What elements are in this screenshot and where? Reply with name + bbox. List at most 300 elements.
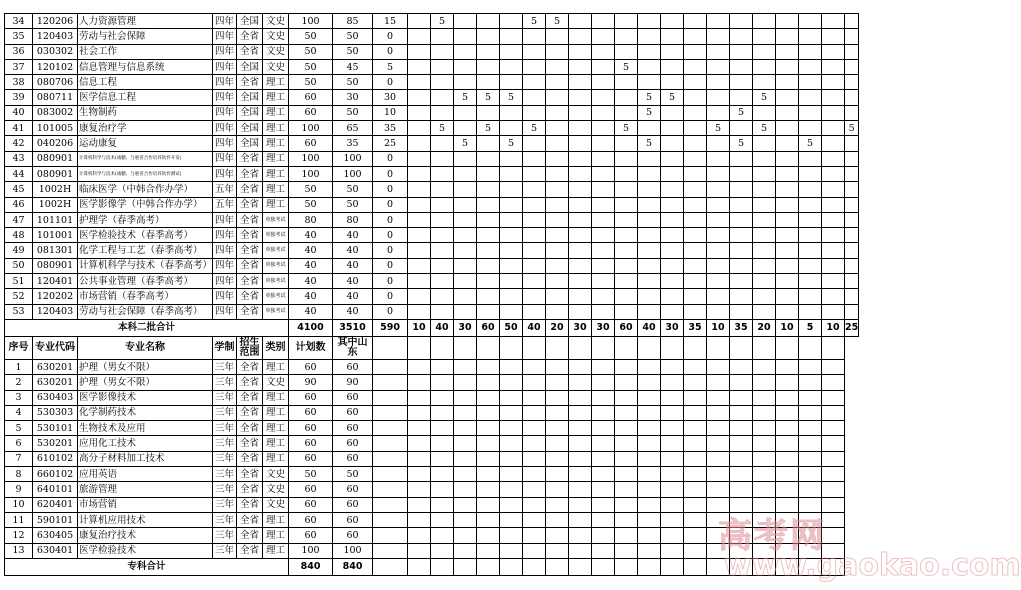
province-count-cell	[500, 14, 523, 29]
province-count-cell	[546, 258, 569, 273]
seq-cell: 34	[5, 14, 33, 29]
major-code-cell: 101001	[33, 228, 78, 243]
province-count-cell	[569, 228, 592, 243]
province-count-cell	[776, 29, 799, 44]
province-count-cell	[500, 228, 523, 243]
empty-cell	[373, 558, 408, 575]
years-cell: 三年	[213, 405, 237, 420]
seq-cell: 41	[5, 121, 33, 136]
plan-count-cell: 60	[289, 390, 333, 405]
empty-cell	[546, 451, 569, 466]
empty-cell	[454, 405, 477, 420]
empty-cell	[707, 436, 730, 451]
empty-cell	[373, 405, 408, 420]
province-count-cell	[569, 212, 592, 227]
table-row	[5, 136, 859, 151]
batch2-total-label: 本科二批合计	[5, 319, 289, 336]
shandong-count-cell: 45	[333, 59, 373, 74]
province-count-cell	[707, 105, 730, 120]
province-count-cell	[707, 289, 730, 304]
province-count-cell	[500, 166, 523, 181]
empty-cell	[477, 436, 500, 451]
province-count-cell	[408, 44, 431, 59]
province-count-cell	[776, 75, 799, 90]
empty-cell	[408, 359, 431, 374]
empty-cell	[546, 482, 569, 497]
seq-cell: 44	[5, 166, 33, 181]
province-count-cell	[684, 121, 707, 136]
empty-cell	[753, 482, 776, 497]
empty-cell	[454, 543, 477, 558]
years-cell: 四年	[213, 151, 237, 166]
empty-cell	[546, 359, 569, 374]
seq-cell: 13	[5, 543, 33, 558]
plan-count-cell: 90	[289, 375, 333, 390]
empty-cell	[661, 528, 684, 543]
province-count-cell	[684, 289, 707, 304]
empty-cell	[500, 497, 523, 512]
province-count-cell	[454, 75, 477, 90]
major-code-cell: 1002H	[33, 182, 78, 197]
batch2-total-province-count: 10	[408, 319, 431, 336]
province-count-cell	[776, 90, 799, 105]
empty-cell	[684, 497, 707, 512]
empty-cell	[799, 359, 822, 374]
table-row	[5, 166, 859, 181]
province-count-cell	[845, 274, 859, 289]
scope-cell: 全省	[237, 166, 263, 181]
empty-cell	[523, 421, 546, 436]
empty-cell	[638, 482, 661, 497]
seq-cell: 37	[5, 59, 33, 74]
plan-count-cell: 50	[289, 182, 333, 197]
province-count-cell	[454, 151, 477, 166]
plan-count-cell: 60	[289, 497, 333, 512]
plan-count-cell: 60	[289, 512, 333, 527]
empty-cell	[684, 405, 707, 420]
shandong-count-cell: 100	[333, 166, 373, 181]
years-cell: 四年	[213, 136, 237, 151]
province-count-cell	[615, 14, 638, 29]
province-count-cell	[822, 289, 845, 304]
province-count-cell	[707, 14, 730, 29]
years-cell: 四年	[213, 166, 237, 181]
empty-cell	[776, 405, 799, 420]
years-cell: 四年	[213, 258, 237, 273]
major-name-cell: 计算机科学与技术（春季高考）	[78, 258, 213, 273]
empty-cell	[523, 405, 546, 420]
category-cell: 理工	[263, 75, 289, 90]
province-count-cell	[546, 182, 569, 197]
table-row	[5, 359, 859, 374]
major-code-cell: 120401	[33, 274, 78, 289]
province-count-cell	[546, 289, 569, 304]
empty-cell	[408, 528, 431, 543]
province-count-cell	[592, 304, 615, 319]
empty-cell	[730, 436, 753, 451]
empty-cell	[615, 512, 638, 527]
province-count-cell	[730, 151, 753, 166]
province-count-cell	[707, 228, 730, 243]
plan-count-cell: 50	[289, 467, 333, 482]
province-count-cell	[408, 136, 431, 151]
province-count-cell	[523, 151, 546, 166]
seq-cell: 35	[5, 29, 33, 44]
empty-cell	[431, 497, 454, 512]
province-count-cell	[776, 274, 799, 289]
empty-cell	[477, 359, 500, 374]
province-count-cell	[661, 228, 684, 243]
province-count-cell	[408, 243, 431, 258]
batch2-total-province-count: 20	[546, 319, 569, 336]
major-code-cell: 080901	[33, 258, 78, 273]
province-count-cell	[615, 212, 638, 227]
major-code-cell: 080711	[33, 90, 78, 105]
empty-cell	[638, 421, 661, 436]
province-count-cell	[569, 258, 592, 273]
province-count-cell	[799, 182, 822, 197]
province-count-cell	[684, 197, 707, 212]
province-count-cell	[569, 197, 592, 212]
plan-count-cell: 60	[289, 451, 333, 466]
empty-cell	[523, 336, 546, 359]
category-cell: 单独考试	[263, 228, 289, 243]
major-name-cell: 人力资源管理	[78, 14, 213, 29]
category-cell: 文史	[263, 497, 289, 512]
province-count-cell	[730, 258, 753, 273]
major-name-cell: 化学制药技术	[78, 405, 213, 420]
province-count-cell	[454, 59, 477, 74]
province-count-cell	[638, 151, 661, 166]
province-count-cell: 0	[373, 166, 408, 181]
province-count-cell	[477, 75, 500, 90]
batch2-total-province-count: 5	[799, 319, 822, 336]
province-count-cell: 5	[707, 121, 730, 136]
province-count-cell	[546, 136, 569, 151]
watermark-url-text: www.gaokao.com	[724, 548, 1021, 583]
province-count-cell	[592, 136, 615, 151]
province-count-cell	[661, 197, 684, 212]
province-count-cell	[638, 258, 661, 273]
scope-cell: 全省	[237, 436, 263, 451]
shandong-count-cell: 65	[333, 121, 373, 136]
empty-cell	[684, 512, 707, 527]
province-count-cell	[684, 44, 707, 59]
empty-cell	[615, 436, 638, 451]
province-count-cell	[661, 121, 684, 136]
province-count-cell	[845, 90, 859, 105]
years-cell: 三年	[213, 543, 237, 558]
province-count-cell: 5	[477, 121, 500, 136]
scope-cell: 全省	[237, 451, 263, 466]
province-count-cell	[523, 304, 546, 319]
plan-count-cell: 60	[289, 136, 333, 151]
province-count-cell	[477, 136, 500, 151]
empty-cell	[523, 359, 546, 374]
empty-cell	[500, 528, 523, 543]
major-code-cell: 530201	[33, 436, 78, 451]
province-count-cell	[822, 212, 845, 227]
empty-cell	[408, 497, 431, 512]
category-cell: 单独考试	[263, 289, 289, 304]
major-name-cell: 康复治疗学	[78, 121, 213, 136]
empty-cell	[753, 467, 776, 482]
category-cell: 单独考试	[263, 258, 289, 273]
empty-cell	[454, 336, 477, 359]
major-code-cell: 101005	[33, 121, 78, 136]
province-count-cell	[845, 151, 859, 166]
province-count-cell	[500, 151, 523, 166]
empty-cell	[615, 375, 638, 390]
province-count-cell	[408, 197, 431, 212]
zhuanke-total-shandong: 840	[333, 558, 373, 575]
province-count-cell	[753, 197, 776, 212]
table-row	[5, 151, 859, 166]
major-code-cell: 120206	[33, 14, 78, 29]
plan-count-cell: 60	[289, 90, 333, 105]
province-count-cell	[569, 14, 592, 29]
province-count-cell	[454, 243, 477, 258]
province-count-cell: 0	[373, 274, 408, 289]
batch2-total-province-count: 30	[592, 319, 615, 336]
province-count-cell	[845, 166, 859, 181]
province-count-cell	[638, 75, 661, 90]
category-cell: 文史	[263, 59, 289, 74]
major-code-cell: 080706	[33, 75, 78, 90]
province-count-cell	[822, 258, 845, 273]
major-name-cell: 化学工程与工艺（春季高考）	[78, 243, 213, 258]
province-count-cell	[523, 258, 546, 273]
province-count-cell	[822, 304, 845, 319]
province-count-cell	[822, 29, 845, 44]
province-count-cell	[546, 121, 569, 136]
province-count-cell	[454, 44, 477, 59]
scope-cell: 全省	[237, 151, 263, 166]
empty-cell	[523, 558, 546, 575]
major-name-cell: 运动康复	[78, 136, 213, 151]
scope-cell: 全国	[237, 90, 263, 105]
province-count-cell	[477, 289, 500, 304]
province-count-cell	[661, 289, 684, 304]
province-count-cell	[569, 166, 592, 181]
province-count-cell: 5	[638, 105, 661, 120]
empty-cell	[523, 375, 546, 390]
province-count-cell	[431, 243, 454, 258]
province-count-cell: 5	[661, 90, 684, 105]
province-count-cell: 30	[373, 90, 408, 105]
province-count-cell	[753, 166, 776, 181]
province-count-cell	[845, 304, 859, 319]
empty-cell	[638, 528, 661, 543]
province-count-cell	[592, 166, 615, 181]
province-count-cell	[799, 59, 822, 74]
province-count-cell	[500, 304, 523, 319]
province-count-cell	[707, 274, 730, 289]
empty-cell	[431, 512, 454, 527]
major-name-cell: 计算机科学与技术(诚鹏、与惠普合作培养软件开发)	[78, 151, 213, 166]
empty-cell	[408, 390, 431, 405]
seq-cell: 9	[5, 482, 33, 497]
province-count-cell	[776, 243, 799, 258]
col-header-plan: 计划数	[289, 336, 333, 359]
empty-cell	[707, 336, 730, 359]
province-count-cell	[615, 228, 638, 243]
province-count-cell	[707, 243, 730, 258]
province-count-cell	[615, 105, 638, 120]
table-row	[5, 451, 859, 466]
major-code-cell: 120403	[33, 304, 78, 319]
shandong-count-cell: 60	[333, 390, 373, 405]
plan-count-cell: 50	[289, 44, 333, 59]
seq-cell: 53	[5, 304, 33, 319]
empty-cell	[638, 467, 661, 482]
site-watermark	[718, 508, 1021, 584]
major-code-cell: 083002	[33, 105, 78, 120]
plan-count-cell: 50	[289, 29, 333, 44]
province-count-cell	[408, 151, 431, 166]
seq-cell: 3	[5, 390, 33, 405]
province-count-cell	[684, 90, 707, 105]
province-count-cell	[822, 14, 845, 29]
shandong-count-cell: 85	[333, 14, 373, 29]
empty-cell	[431, 543, 454, 558]
empty-cell	[431, 558, 454, 575]
empty-cell	[592, 543, 615, 558]
province-count-cell	[845, 212, 859, 227]
province-count-cell	[684, 166, 707, 181]
province-count-cell	[592, 182, 615, 197]
empty-cell	[684, 336, 707, 359]
empty-cell	[822, 375, 845, 390]
empty-cell	[822, 467, 845, 482]
major-name-cell: 劳动与社会保障	[78, 29, 213, 44]
table-row	[5, 467, 859, 482]
province-count-cell	[500, 121, 523, 136]
province-count-cell	[776, 136, 799, 151]
empty-cell	[592, 421, 615, 436]
major-name-cell: 公共事业管理（春季高考）	[78, 274, 213, 289]
empty-cell	[454, 467, 477, 482]
table-row	[5, 197, 859, 212]
province-count-cell	[592, 105, 615, 120]
province-count-cell	[730, 166, 753, 181]
empty-cell	[546, 528, 569, 543]
major-name-cell: 医学检验技术（春季高考）	[78, 228, 213, 243]
province-count-cell	[477, 197, 500, 212]
empty-cell	[454, 436, 477, 451]
major-code-cell: 630405	[33, 528, 78, 543]
seq-cell: 48	[5, 228, 33, 243]
empty-cell	[546, 390, 569, 405]
empty-cell	[776, 390, 799, 405]
province-count-cell	[546, 44, 569, 59]
empty-cell	[638, 512, 661, 527]
province-count-cell	[615, 304, 638, 319]
empty-cell	[799, 467, 822, 482]
col-header-name: 专业名称	[78, 336, 213, 359]
scope-cell: 全省	[237, 75, 263, 90]
empty-cell	[477, 467, 500, 482]
batch2-total-province-count: 30	[569, 319, 592, 336]
empty-cell	[454, 390, 477, 405]
plan-count-cell: 60	[289, 405, 333, 420]
empty-cell	[546, 436, 569, 451]
province-count-cell	[776, 105, 799, 120]
seq-cell: 50	[5, 258, 33, 273]
major-code-cell: 080901	[33, 166, 78, 181]
province-count-cell	[546, 243, 569, 258]
province-count-cell: 5	[730, 136, 753, 151]
category-cell: 理工	[263, 512, 289, 527]
province-count-cell	[684, 14, 707, 29]
province-count-cell	[661, 136, 684, 151]
province-count-cell	[638, 243, 661, 258]
province-count-cell	[684, 258, 707, 273]
province-count-cell	[408, 212, 431, 227]
province-count-cell	[730, 59, 753, 74]
batch2-total-shandong: 3510	[333, 319, 373, 336]
empty-cell	[615, 390, 638, 405]
major-code-cell: 630201	[33, 375, 78, 390]
empty-cell	[408, 512, 431, 527]
province-count-cell	[845, 14, 859, 29]
category-cell: 理工	[263, 421, 289, 436]
province-count-cell	[408, 258, 431, 273]
empty-cell	[569, 359, 592, 374]
plan-count-cell: 60	[289, 421, 333, 436]
table-row	[5, 304, 859, 319]
province-count-cell	[799, 304, 822, 319]
province-count-cell	[569, 243, 592, 258]
years-cell: 四年	[213, 29, 237, 44]
province-count-cell	[799, 105, 822, 120]
province-count-cell	[661, 258, 684, 273]
empty-cell	[638, 558, 661, 575]
empty-cell	[431, 359, 454, 374]
province-count-cell	[799, 90, 822, 105]
seq-cell: 51	[5, 274, 33, 289]
province-count-cell	[592, 121, 615, 136]
province-count-cell	[799, 243, 822, 258]
province-count-cell	[845, 29, 859, 44]
province-count-cell	[776, 258, 799, 273]
empty-cell	[684, 359, 707, 374]
empty-cell	[373, 336, 408, 359]
empty-cell	[592, 405, 615, 420]
major-code-cell: 640101	[33, 482, 78, 497]
province-count-cell	[799, 197, 822, 212]
province-count-cell	[523, 75, 546, 90]
empty-cell	[615, 497, 638, 512]
empty-cell	[707, 451, 730, 466]
province-count-cell	[661, 29, 684, 44]
major-code-cell: 530101	[33, 421, 78, 436]
shandong-count-cell: 60	[333, 405, 373, 420]
col-header-category: 类别	[263, 336, 289, 359]
province-count-cell	[615, 151, 638, 166]
empty-cell	[373, 512, 408, 527]
province-count-cell	[753, 44, 776, 59]
empty-cell	[661, 436, 684, 451]
province-count-cell	[546, 166, 569, 181]
major-code-cell: 030302	[33, 44, 78, 59]
empty-cell	[408, 451, 431, 466]
province-count-cell	[615, 136, 638, 151]
province-count-cell	[523, 59, 546, 74]
province-count-cell	[822, 90, 845, 105]
empty-cell	[799, 375, 822, 390]
empty-cell	[753, 359, 776, 374]
